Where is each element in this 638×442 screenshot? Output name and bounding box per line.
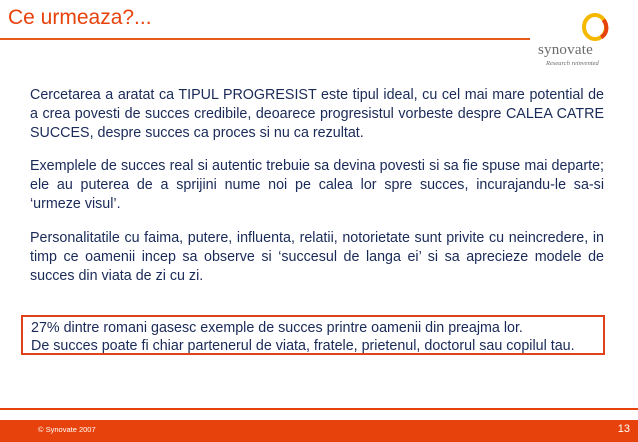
page-number: 13 bbox=[617, 423, 630, 435]
highlight-box bbox=[21, 315, 605, 355]
highlight-statistic: 27% dintre romani gasesc exemple de succes printre oamenii din preajma lor. bbox=[31, 320, 523, 336]
synovate-logo bbox=[532, 12, 632, 68]
footer-divider bbox=[0, 408, 638, 410]
title-divider bbox=[0, 38, 530, 40]
footer-bar bbox=[0, 420, 638, 442]
synovate-ring-icon bbox=[578, 12, 612, 42]
logo-wordmark: synovate bbox=[538, 42, 593, 58]
slide-title: Ce urmeaza?... bbox=[8, 6, 152, 29]
copyright-text: © Synovate 2007 bbox=[38, 425, 96, 434]
paragraph-exemple: Exemplele de succes real si autentic trebuie sa devina povesti si sa fie spuse mai departe; ele au puterea de a sprijini nume noi pe calea lor spre succes, incurajandu-le sa-si ‘urmeze visul’. bbox=[30, 158, 604, 212]
paragraph-progresist: Cercetarea a aratat ca TIPUL PROGRESIST este tipul ideal, cu cel mai mare potential de a crea povesti de succes credibile, deoarece progresistul vorbeste despre CALEA CATRE SUCCES, despre succes ca proces si nu ca rezultat. bbox=[30, 87, 604, 141]
highlight-examples: De succes poate fi chiar partenerul de viata, fratele, prietenul, doctorul sau copilul tau. bbox=[31, 338, 575, 354]
logo-tagline: Research reinvented bbox=[546, 60, 599, 67]
paragraph-personalitati: Personalitatile cu faima, putere, influenta, relatii, notorietate sunt privite cu neincredere, in timp ce oamenii incep sa observe si ‘succesul de langa ei’ si sa aprecieze modele de succes din viata de zi cu zi. bbox=[30, 230, 604, 284]
